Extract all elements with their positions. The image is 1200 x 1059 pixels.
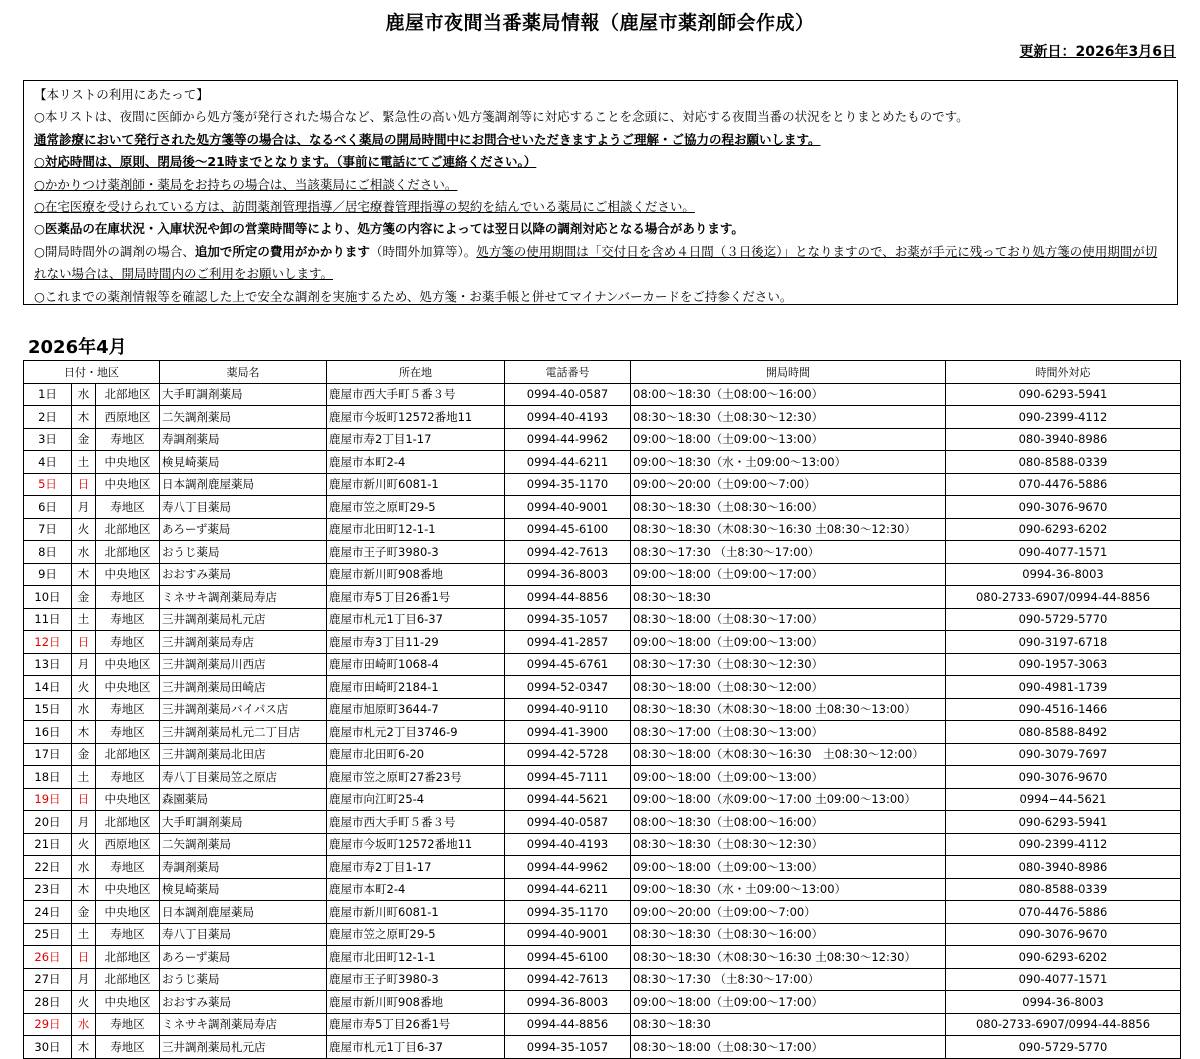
address-cell: 鹿屋市笠之原町27番23号 (327, 766, 505, 789)
address-cell: 鹿屋市寿5丁目26番1号 (327, 586, 505, 609)
area-cell: 北部地区 (96, 383, 160, 406)
day-cell: 14日 (24, 676, 72, 699)
area-cell: 北部地区 (96, 946, 160, 969)
table-row (24, 653, 1181, 676)
weekday-cell: 金 (72, 428, 96, 451)
area-cell: 北部地区 (96, 541, 160, 564)
weekday-cell: 火 (72, 676, 96, 699)
schedule-table (23, 360, 1181, 1059)
header-phone: 電話番号 (505, 361, 631, 384)
table-row (24, 473, 1181, 496)
hours-cell: 09:00～18:00（土09:00～13:00） (631, 631, 946, 654)
month-heading: 2026年4月 (28, 337, 127, 358)
header-date-area: 日付・地区 (24, 361, 160, 384)
address-cell: 鹿屋市新川町908番地 (327, 563, 505, 586)
day-cell: 29日 (24, 1013, 72, 1036)
notice-line: ○開局時間外の調剤の場合、追加で所定の費用がかかります（時間外加算等）。処方箋の使用期間は「交付日を含め４日間（３日後迄）」となりますので、お薬が手元に残っており処方箋の使用期間が切れない場合は、開局時間内のご利用をお願いします。 (34, 243, 1158, 282)
hours-cell: 09:00～20:00（土09:00～7:00） (631, 901, 946, 924)
weekday-cell: 水 (72, 541, 96, 564)
table-row (24, 496, 1181, 519)
weekday-cell: 日 (72, 946, 96, 969)
weekday-cell: 木 (72, 878, 96, 901)
weekday-cell: 月 (72, 811, 96, 834)
day-cell: 22日 (24, 856, 72, 879)
after-hours-cell: 090-3076-9670 (946, 923, 1181, 946)
after-hours-cell: 080-3940-8986 (946, 428, 1181, 451)
table-row (24, 518, 1181, 541)
area-cell: 中央地区 (96, 991, 160, 1014)
weekday-cell: 日 (72, 631, 96, 654)
address-cell: 鹿屋市今坂町12572番地11 (327, 833, 505, 856)
after-hours-cell: 080-2733-6907/0994-44-8856 (946, 1013, 1181, 1036)
hours-cell: 09:00～18:00（土09:00～17:00） (631, 563, 946, 586)
pharmacy-name-cell: おうじ薬局 (160, 968, 327, 991)
area-cell: 北部地区 (96, 811, 160, 834)
hours-cell: 09:00～18:00（土09:00～17:00） (631, 991, 946, 1014)
address-cell: 鹿屋市向江町25-4 (327, 788, 505, 811)
header-pharmacy-name: 薬局名 (160, 361, 327, 384)
pharmacy-name-cell: 日本調剤鹿屋薬局 (160, 473, 327, 496)
day-cell: 18日 (24, 766, 72, 789)
table-row (24, 766, 1181, 789)
weekday-cell: 水 (72, 856, 96, 879)
pharmacy-name-cell: 寿八丁目薬局 (160, 496, 327, 519)
address-cell: 鹿屋市寿2丁目1-17 (327, 428, 505, 451)
after-hours-cell: 090-6293-5941 (946, 383, 1181, 406)
table-row (24, 698, 1181, 721)
weekday-cell: 木 (72, 406, 96, 429)
phone-cell: 0994-52-0347 (505, 676, 631, 699)
table-row (24, 811, 1181, 834)
pharmacy-name-cell: 日本調剤鹿屋薬局 (160, 901, 327, 924)
pharmacy-name-cell: 三井調剤薬局バイパス店 (160, 698, 327, 721)
address-cell: 鹿屋市今坂町12572番地11 (327, 406, 505, 429)
table-row (24, 878, 1181, 901)
day-cell: 21日 (24, 833, 72, 856)
table-row (24, 788, 1181, 811)
weekday-cell: 火 (72, 518, 96, 541)
day-cell: 4日 (24, 451, 72, 474)
pharmacy-name-cell: おおすみ薬局 (160, 563, 327, 586)
area-cell: 寿地区 (96, 1013, 160, 1036)
day-cell: 8日 (24, 541, 72, 564)
hours-cell: 09:00～18:30（水・土09:00～13:00） (631, 451, 946, 474)
hours-cell: 08:30～18:30（土08:30～16:00） (631, 923, 946, 946)
header-hours: 開局時間 (631, 361, 946, 384)
day-cell: 13日 (24, 653, 72, 676)
weekday-cell: 水 (72, 698, 96, 721)
area-cell: 寿地区 (96, 586, 160, 609)
weekday-cell: 金 (72, 901, 96, 924)
area-cell: 中央地区 (96, 878, 160, 901)
after-hours-cell: 090-5729-5770 (946, 1036, 1181, 1059)
address-cell: 鹿屋市北田町6-20 (327, 743, 505, 766)
table-row (24, 451, 1181, 474)
area-cell: 西原地区 (96, 833, 160, 856)
address-cell: 鹿屋市寿2丁目1-17 (327, 856, 505, 879)
pharmacy-name-cell: 三井調剤薬局札元店 (160, 1036, 327, 1059)
hours-cell: 08:30～18:30（土08:30～12:30） (631, 833, 946, 856)
address-cell: 鹿屋市札元1丁目6-37 (327, 1036, 505, 1059)
area-cell: 中央地区 (96, 676, 160, 699)
area-cell: 寿地区 (96, 608, 160, 631)
area-cell: 寿地区 (96, 721, 160, 744)
area-cell: 北部地区 (96, 743, 160, 766)
hours-cell: 08:30～18:00（土08:30～17:00） (631, 1036, 946, 1059)
address-cell: 鹿屋市寿5丁目26番1号 (327, 1013, 505, 1036)
weekday-cell: 土 (72, 451, 96, 474)
after-hours-cell: 090-4077-1571 (946, 968, 1181, 991)
address-cell: 鹿屋市本町2-4 (327, 451, 505, 474)
hours-cell: 09:00～18:00（土09:00～13:00） (631, 766, 946, 789)
address-cell: 鹿屋市笠之原町29-5 (327, 923, 505, 946)
day-cell: 20日 (24, 811, 72, 834)
area-cell: 寿地区 (96, 698, 160, 721)
notice-line: ○これまでの薬剤情報等を確認した上で安全な調剤を実施するため、処方箋・お薬手帳と併せてマイナンバーカードをご持参ください。 (34, 288, 793, 304)
hours-cell: 09:00～18:00（水09:00～17:00 土09:00～13:00） (631, 788, 946, 811)
pharmacy-name-cell: 三井調剤薬局寿店 (160, 631, 327, 654)
address-cell: 鹿屋市北田町12-1-1 (327, 946, 505, 969)
after-hours-cell: 0994-36-8003 (946, 991, 1181, 1014)
address-cell: 鹿屋市寿3丁目11-29 (327, 631, 505, 654)
address-cell: 鹿屋市西大手町５番３号 (327, 383, 505, 406)
pharmacy-name-cell: あろーず薬局 (160, 946, 327, 969)
table-row (24, 676, 1181, 699)
weekday-cell: 月 (72, 496, 96, 519)
area-cell: 中央地区 (96, 901, 160, 924)
day-cell: 27日 (24, 968, 72, 991)
area-cell: 中央地区 (96, 473, 160, 496)
pharmacy-name-cell: 三井調剤薬局川西店 (160, 653, 327, 676)
after-hours-cell: 090-2399-4112 (946, 833, 1181, 856)
table-row (24, 586, 1181, 609)
pharmacy-name-cell: 三井調剤薬局田崎店 (160, 676, 327, 699)
pharmacy-name-cell: 大手町調剤薬局 (160, 811, 327, 834)
weekday-cell: 水 (72, 1013, 96, 1036)
phone-cell: 0994-41-2857 (505, 631, 631, 654)
address-cell: 鹿屋市旭原町3644-7 (327, 698, 505, 721)
day-cell: 26日 (24, 946, 72, 969)
day-cell: 12日 (24, 631, 72, 654)
pharmacy-name-cell: ミネサキ調剤薬局寿店 (160, 1013, 327, 1036)
pharmacy-name-cell: 検見崎薬局 (160, 451, 327, 474)
after-hours-cell: 090-3079-7697 (946, 743, 1181, 766)
pharmacy-name-cell: 森園薬局 (160, 788, 327, 811)
phone-cell: 0994-45-6100 (505, 518, 631, 541)
after-hours-cell: 090-6293-5941 (946, 811, 1181, 834)
weekday-cell: 木 (72, 1036, 96, 1059)
table-header-row (24, 361, 1181, 384)
phone-cell: 0994-42-7613 (505, 541, 631, 564)
phone-cell: 0994-35-1170 (505, 901, 631, 924)
notice-line: ○対応時間は、原則、閉局後～21時までとなります。（事前に電話にてご連絡ください。） (34, 154, 537, 170)
address-cell: 鹿屋市札元2丁目3746-9 (327, 721, 505, 744)
after-hours-cell: 090-6293-6202 (946, 518, 1181, 541)
notice-line: ○かかりつけ薬剤師・薬局をお持ちの場合は、当該薬局にご相談ください。 (34, 176, 458, 192)
day-cell: 5日 (24, 473, 72, 496)
day-cell: 24日 (24, 901, 72, 924)
phone-cell: 0994-45-6100 (505, 946, 631, 969)
day-cell: 2日 (24, 406, 72, 429)
pharmacy-name-cell: 大手町調剤薬局 (160, 383, 327, 406)
day-cell: 16日 (24, 721, 72, 744)
day-cell: 15日 (24, 698, 72, 721)
phone-cell: 0994-44-6211 (505, 878, 631, 901)
address-cell: 鹿屋市田崎町1068-4 (327, 653, 505, 676)
pharmacy-name-cell: 三井調剤薬局札元店 (160, 608, 327, 631)
weekday-cell: 月 (72, 653, 96, 676)
after-hours-cell: 070-4476-5886 (946, 901, 1181, 924)
area-cell: 中央地区 (96, 653, 160, 676)
phone-cell: 0994-40-9001 (505, 496, 631, 519)
pharmacy-name-cell: 二矢調剤薬局 (160, 833, 327, 856)
day-cell: 23日 (24, 878, 72, 901)
weekday-cell: 金 (72, 743, 96, 766)
hours-cell: 08:30～18:00（木08:30～16:30 土08:30～12:00） (631, 743, 946, 766)
weekday-cell: 土 (72, 608, 96, 631)
phone-cell: 0994-44-8856 (505, 1013, 631, 1036)
day-cell: 17日 (24, 743, 72, 766)
address-cell: 鹿屋市王子町3980-3 (327, 541, 505, 564)
weekday-cell: 金 (72, 586, 96, 609)
hours-cell: 08:30～18:30（土08:30～12:30） (631, 406, 946, 429)
phone-cell: 0994-42-5728 (505, 743, 631, 766)
area-cell: 寿地区 (96, 856, 160, 879)
phone-cell: 0994-40-0587 (505, 811, 631, 834)
address-cell: 鹿屋市田崎町2184-1 (327, 676, 505, 699)
day-cell: 25日 (24, 923, 72, 946)
after-hours-cell: 0994-36-8003 (946, 563, 1181, 586)
address-cell: 鹿屋市笠之原町29-5 (327, 496, 505, 519)
after-hours-cell: 090-4516-1466 (946, 698, 1181, 721)
area-cell: 中央地区 (96, 563, 160, 586)
pharmacy-name-cell: あろーず薬局 (160, 518, 327, 541)
table-row (24, 721, 1181, 744)
hours-cell: 08:30～17:30 （土8:30～17:00） (631, 541, 946, 564)
phone-cell: 0994-35-1057 (505, 1036, 631, 1059)
address-cell: 鹿屋市本町2-4 (327, 878, 505, 901)
area-cell: 寿地区 (96, 428, 160, 451)
after-hours-cell: 080-8588-0339 (946, 878, 1181, 901)
pharmacy-name-cell: 三井調剤薬局札元二丁目店 (160, 721, 327, 744)
hours-cell: 09:00～18:00（土09:00～13:00） (631, 428, 946, 451)
area-cell: 中央地区 (96, 788, 160, 811)
phone-cell: 0994-40-9110 (505, 698, 631, 721)
address-cell: 鹿屋市西大手町５番３号 (327, 811, 505, 834)
hours-cell: 08:30～18:30（土08:30～16:00） (631, 496, 946, 519)
hours-cell: 09:00～20:00（土09:00～7:00） (631, 473, 946, 496)
phone-cell: 0994-36-8003 (505, 991, 631, 1014)
address-cell: 鹿屋市札元1丁目6-37 (327, 608, 505, 631)
address-cell: 鹿屋市新川町6081-1 (327, 473, 505, 496)
address-cell: 鹿屋市北田町12-1-1 (327, 518, 505, 541)
after-hours-cell: 080-8588-0339 (946, 451, 1181, 474)
day-cell: 10日 (24, 586, 72, 609)
hours-cell: 08:30～17:30 （土8:30～17:00） (631, 968, 946, 991)
after-hours-cell: 080-8588-8492 (946, 721, 1181, 744)
phone-cell: 0994-41-3900 (505, 721, 631, 744)
area-cell: 中央地区 (96, 451, 160, 474)
table-row (24, 901, 1181, 924)
phone-cell: 0994-44-8856 (505, 586, 631, 609)
weekday-cell: 火 (72, 991, 96, 1014)
phone-cell: 0994-40-0587 (505, 383, 631, 406)
pharmacy-name-cell: 寿八丁目薬局 (160, 923, 327, 946)
day-cell: 6日 (24, 496, 72, 519)
hours-cell: 08:30～18:30 (631, 1013, 946, 1036)
table-row (24, 923, 1181, 946)
table-row (24, 1013, 1181, 1036)
table-row (24, 991, 1181, 1014)
day-cell: 11日 (24, 608, 72, 631)
phone-cell: 0994-40-9001 (505, 923, 631, 946)
notice-line: 通常診療において発行された処方箋等の場合は、なるべく薬局の開局時間中にお問合せいただきますようご理解・ご協力の程お願いします。 (34, 131, 821, 147)
phone-cell: 0994-44-9962 (505, 856, 631, 879)
area-cell: 寿地区 (96, 1036, 160, 1059)
pharmacy-name-cell: おうじ薬局 (160, 541, 327, 564)
usage-notice (23, 80, 1178, 305)
after-hours-cell: 0994−44-5621 (946, 788, 1181, 811)
pharmacy-name-cell: 三井調剤薬局北田店 (160, 743, 327, 766)
after-hours-cell: 090-6293-6202 (946, 946, 1181, 969)
weekday-cell: 木 (72, 563, 96, 586)
day-cell: 30日 (24, 1036, 72, 1059)
hours-cell: 09:00～18:00（土09:00～13:00） (631, 856, 946, 879)
day-cell: 28日 (24, 991, 72, 1014)
table-row (24, 563, 1181, 586)
day-cell: 19日 (24, 788, 72, 811)
day-cell: 1日 (24, 383, 72, 406)
table-row (24, 946, 1181, 969)
pharmacy-name-cell: 検見崎薬局 (160, 878, 327, 901)
phone-cell: 0994-44-6211 (505, 451, 631, 474)
hours-cell: 08:30～17:00（土08:30～13:00） (631, 721, 946, 744)
notice-heading: 【本リストの利用にあたって】 (34, 87, 209, 102)
weekday-cell: 月 (72, 968, 96, 991)
pharmacy-name-cell: 寿調剤薬局 (160, 856, 327, 879)
address-cell: 鹿屋市新川町6081-1 (327, 901, 505, 924)
hours-cell: 08:30～18:30 (631, 586, 946, 609)
pharmacy-name-cell: 寿調剤薬局 (160, 428, 327, 451)
header-after-hours: 時間外対応 (946, 361, 1181, 384)
area-cell: 西原地区 (96, 406, 160, 429)
hours-cell: 08:30～18:00（土08:30～17:00） (631, 608, 946, 631)
phone-cell: 0994-44-9962 (505, 428, 631, 451)
table-row (24, 1036, 1181, 1059)
area-cell: 寿地区 (96, 631, 160, 654)
after-hours-cell: 090-1957-3063 (946, 653, 1181, 676)
after-hours-cell: 090-3197-6718 (946, 631, 1181, 654)
phone-cell: 0994-35-1170 (505, 473, 631, 496)
after-hours-cell: 080-3940-8986 (946, 856, 1181, 879)
pharmacy-name-cell: ミネサキ調剤薬局寿店 (160, 586, 327, 609)
table-row (24, 833, 1181, 856)
phone-cell: 0994-40-4193 (505, 833, 631, 856)
pharmacy-name-cell: 二矢調剤薬局 (160, 406, 327, 429)
phone-cell: 0994-42-7613 (505, 968, 631, 991)
address-cell: 鹿屋市王子町3980-3 (327, 968, 505, 991)
weekday-cell: 日 (72, 788, 96, 811)
pharmacy-name-cell: 寿八丁目薬局笠之原店 (160, 766, 327, 789)
phone-cell: 0994-35-1057 (505, 608, 631, 631)
weekday-cell: 土 (72, 766, 96, 789)
weekday-cell: 木 (72, 721, 96, 744)
table-row (24, 968, 1181, 991)
hours-cell: 08:00～18:30（土08:00～16:00） (631, 383, 946, 406)
table-row (24, 383, 1181, 406)
table-row (24, 541, 1181, 564)
table-row (24, 631, 1181, 654)
updated-date: 更新日：2026年3月6日 (1019, 44, 1176, 60)
after-hours-cell: 070-4476-5886 (946, 473, 1181, 496)
header-address: 所在地 (327, 361, 505, 384)
table-row (24, 406, 1181, 429)
notice-line: ○本リストは、夜間に医師から処方箋が発行された場合など、緊急性の高い処方箋調剤等に対応することを念頭に、対応する夜間当番の状況をとりまとめたものです。 (34, 109, 969, 125)
phone-cell: 0994-36-8003 (505, 563, 631, 586)
after-hours-cell: 080-2733-6907/0994-44-8856 (946, 586, 1181, 609)
notice-line: ○医薬品の在庫状況・入庫状況や卸の営業時間等により、処方箋の内容によっては翌日以降の調剤対応となる場合があります。 (34, 221, 744, 237)
day-cell: 9日 (24, 563, 72, 586)
after-hours-cell: 090-3076-9670 (946, 496, 1181, 519)
weekday-cell: 火 (72, 833, 96, 856)
day-cell: 7日 (24, 518, 72, 541)
address-cell: 鹿屋市新川町908番地 (327, 991, 505, 1014)
hours-cell: 08:00～18:30（土08:00～16:00） (631, 811, 946, 834)
hours-cell: 09:00～18:30（水・土09:00～13:00） (631, 878, 946, 901)
phone-cell: 0994-40-4193 (505, 406, 631, 429)
after-hours-cell: 090-4077-1571 (946, 541, 1181, 564)
weekday-cell: 水 (72, 383, 96, 406)
after-hours-cell: 090-3076-9670 (946, 766, 1181, 789)
hours-cell: 08:30～18:00（土08:30～12:00） (631, 676, 946, 699)
hours-cell: 08:30～17:30（土08:30～12:30） (631, 653, 946, 676)
area-cell: 寿地区 (96, 923, 160, 946)
phone-cell: 0994-45-6761 (505, 653, 631, 676)
area-cell: 北部地区 (96, 518, 160, 541)
notice-line: ○在宅医療を受けられている方は、訪問薬剤管理指導／居宅療養管理指導の契約を結んでいる薬局にご相談ください。 (34, 199, 695, 215)
table-row (24, 856, 1181, 879)
table-row (24, 743, 1181, 766)
table-row (24, 608, 1181, 631)
page-title: 鹿屋市夜間当番薬局情報（鹿屋市薬剤師会作成） (385, 12, 815, 34)
weekday-cell: 日 (72, 473, 96, 496)
area-cell: 寿地区 (96, 496, 160, 519)
phone-cell: 0994-44-5621 (505, 788, 631, 811)
after-hours-cell: 090-2399-4112 (946, 406, 1181, 429)
hours-cell: 08:30～18:30（木08:30～16:30 土08:30～12:30） (631, 518, 946, 541)
after-hours-cell: 090-4981-1739 (946, 676, 1181, 699)
weekday-cell: 土 (72, 923, 96, 946)
area-cell: 寿地区 (96, 766, 160, 789)
pharmacy-name-cell: おおすみ薬局 (160, 991, 327, 1014)
hours-cell: 08:30～18:30（木08:30～16:30 土08:30～12:30） (631, 946, 946, 969)
table-row (24, 428, 1181, 451)
after-hours-cell: 090-5729-5770 (946, 608, 1181, 631)
day-cell: 3日 (24, 428, 72, 451)
hours-cell: 08:30～18:30（木08:30～18:00 土08:30～13:00） (631, 698, 946, 721)
phone-cell: 0994-45-7111 (505, 766, 631, 789)
area-cell: 北部地区 (96, 968, 160, 991)
